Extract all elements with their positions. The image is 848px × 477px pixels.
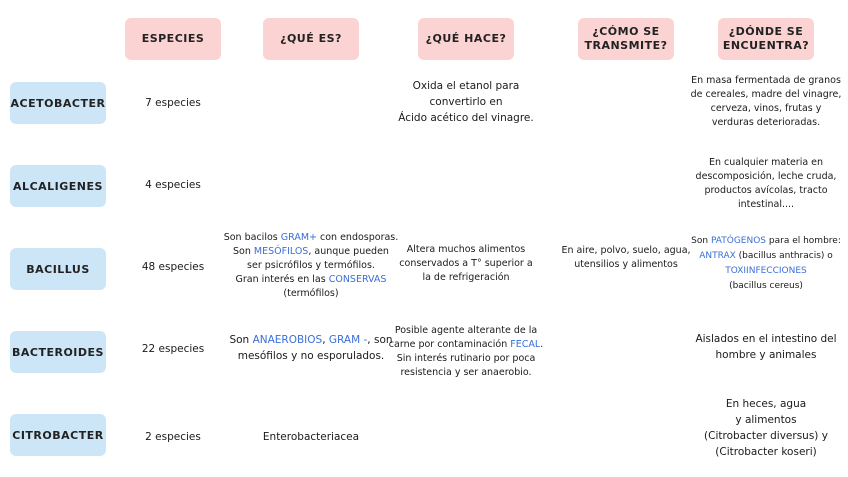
highlight-term: ANAEROBIOS — [252, 334, 323, 346]
que-es-line — [233, 245, 389, 259]
que-hace-line — [389, 338, 543, 352]
genus-label: BACTEROIDES — [12, 345, 104, 359]
highlight-term: TOXIINFECCIONES — [725, 266, 807, 276]
que-hace-line: convertirlo en — [429, 96, 503, 108]
genus-label: CITROBACTER — [12, 428, 104, 442]
que-es-line — [229, 332, 392, 348]
header-donde-line1: ¿DÓNDE SE — [728, 25, 804, 38]
que-es-bacillus — [222, 228, 400, 304]
que-hace-line: Altera muchos alimentos — [406, 244, 526, 255]
que-hace-line: Oxida el etanol para — [412, 80, 520, 92]
text: con endosporas. — [316, 232, 399, 243]
que-hace-line: resistencia y ser anaerobio. — [400, 367, 532, 378]
highlight-term: PATÓGENOS — [710, 236, 767, 246]
que-hace-line: Posible agente alterante de la — [394, 325, 538, 336]
highlight-term: CONSERVAS — [328, 274, 387, 285]
transmite-bacillus — [548, 242, 704, 274]
que-hace-line: la de refrigeración — [422, 272, 510, 283]
header-como-transmite-line1: ¿CÓMO SE — [592, 25, 660, 38]
text: Son — [233, 246, 254, 257]
donde-line: (Citrobacter koseri) — [715, 446, 817, 458]
text: para el hombre: — [766, 236, 841, 246]
donde-line: hombre y animales — [715, 349, 817, 361]
que-hace-acetobacter — [386, 76, 546, 128]
especies-value: 4 especies — [145, 179, 201, 191]
donde-line: descomposición, leche cruda, — [695, 171, 837, 182]
text: (bacillus anthracis) o — [735, 251, 833, 261]
donde-line: En masa fermentada de granos — [691, 75, 841, 86]
header-que-es — [263, 18, 359, 60]
header-especies-label: ESPECIES — [141, 32, 205, 45]
donde-bacillus — [686, 234, 846, 294]
que-hace-bacteroides — [386, 320, 546, 384]
genus-label: ACETOBACTER — [10, 96, 106, 110]
header-como-transmite — [578, 18, 674, 60]
genus-citrobacter — [10, 414, 106, 456]
que-es-citrobacter — [222, 428, 400, 446]
que-es-line — [224, 231, 399, 245]
text: Son — [229, 334, 253, 346]
genus-acetobacter — [10, 82, 106, 124]
text: Son — [691, 236, 711, 246]
que-es-line: mesófilos y no esporulados. — [237, 350, 385, 362]
highlight-term: GRAM+ — [280, 232, 317, 243]
que-hace-line: Ácido acético del vinagre. — [398, 112, 534, 124]
genus-label: ALCALIGENES — [13, 179, 103, 193]
que-hace-line: conservados a T° superior a — [399, 258, 533, 269]
donde-line: (bacillus cereus) — [729, 281, 803, 291]
donde-line — [699, 249, 833, 264]
especies-value: 48 especies — [141, 261, 205, 273]
especies-acetobacter — [120, 94, 226, 112]
text: Enterobacteriacea — [262, 431, 360, 443]
donde-line: En cualquier materia en — [708, 157, 824, 168]
header-que-hace — [418, 18, 514, 60]
donde-citrobacter — [686, 392, 846, 464]
especies-alcaligenes — [120, 176, 226, 194]
text: , son — [367, 334, 393, 346]
text: Son bacilos — [223, 232, 281, 243]
transmite-line: utensilios y alimentos — [574, 259, 678, 270]
que-es-bacteroides — [222, 330, 400, 366]
text: Gran interés en las — [235, 274, 329, 285]
header-que-es-label: ¿QUÉ ES? — [280, 32, 342, 45]
header-donde-encuentra — [718, 18, 814, 60]
genus-bacteroides — [10, 331, 106, 373]
header-que-hace-label: ¿QUÉ HACE? — [425, 32, 507, 45]
text: . — [540, 339, 544, 350]
donde-line: Aislados en el intestino del — [695, 333, 837, 345]
que-hace-bacillus — [386, 240, 546, 288]
especies-bacillus — [120, 258, 226, 276]
especies-bacteroides — [120, 340, 226, 358]
especies-citrobacter — [120, 428, 226, 446]
genus-bacillus — [10, 248, 106, 290]
donde-line — [691, 234, 841, 249]
especies-value: 7 especies — [145, 97, 201, 109]
donde-line: productos avícolas, tracto — [704, 185, 828, 196]
donde-bacteroides — [686, 330, 846, 364]
header-como-transmite-line2: TRANSMITE? — [584, 39, 668, 52]
highlight-term: ANTRAX — [699, 251, 736, 261]
donde-alcaligenes — [686, 152, 846, 216]
text: , — [322, 334, 329, 346]
donde-line: En heces, agua — [725, 398, 807, 410]
donde-line: verduras deterioradas. — [711, 117, 821, 128]
genus-label: BACILLUS — [26, 262, 90, 276]
highlight-term: FECAL — [510, 339, 541, 350]
donde-acetobacter — [686, 70, 846, 134]
especies-value: 2 especies — [145, 431, 201, 443]
highlight-term: GRAM - — [328, 334, 368, 346]
especies-value: 22 especies — [141, 343, 205, 355]
text: , aunque pueden — [308, 246, 389, 257]
donde-line: de cereales, madre del vinagre, — [690, 89, 842, 100]
text: carne por contaminación — [388, 339, 511, 350]
que-es-line: ser psicrófilos y termófilos. — [247, 260, 375, 271]
donde-line: (Citrobacter diversus) y — [704, 430, 828, 442]
que-hace-line: Sin interés rutinario por poca — [396, 353, 536, 364]
donde-line: intestinal.... — [737, 199, 795, 210]
que-es-line — [236, 273, 387, 287]
header-especies — [125, 18, 221, 60]
transmite-line: En aire, polvo, suelo, agua, — [561, 245, 691, 256]
donde-line — [725, 264, 807, 279]
que-es-line: (termófilos) — [283, 288, 339, 299]
genus-alcaligenes — [10, 165, 106, 207]
highlight-term: MESÓFILOS — [253, 246, 309, 257]
donde-line: cerveza, vinos, frutas y — [710, 103, 822, 114]
donde-line: y alimentos — [735, 414, 797, 426]
header-donde-line2: ENCUENTRA? — [722, 39, 810, 52]
